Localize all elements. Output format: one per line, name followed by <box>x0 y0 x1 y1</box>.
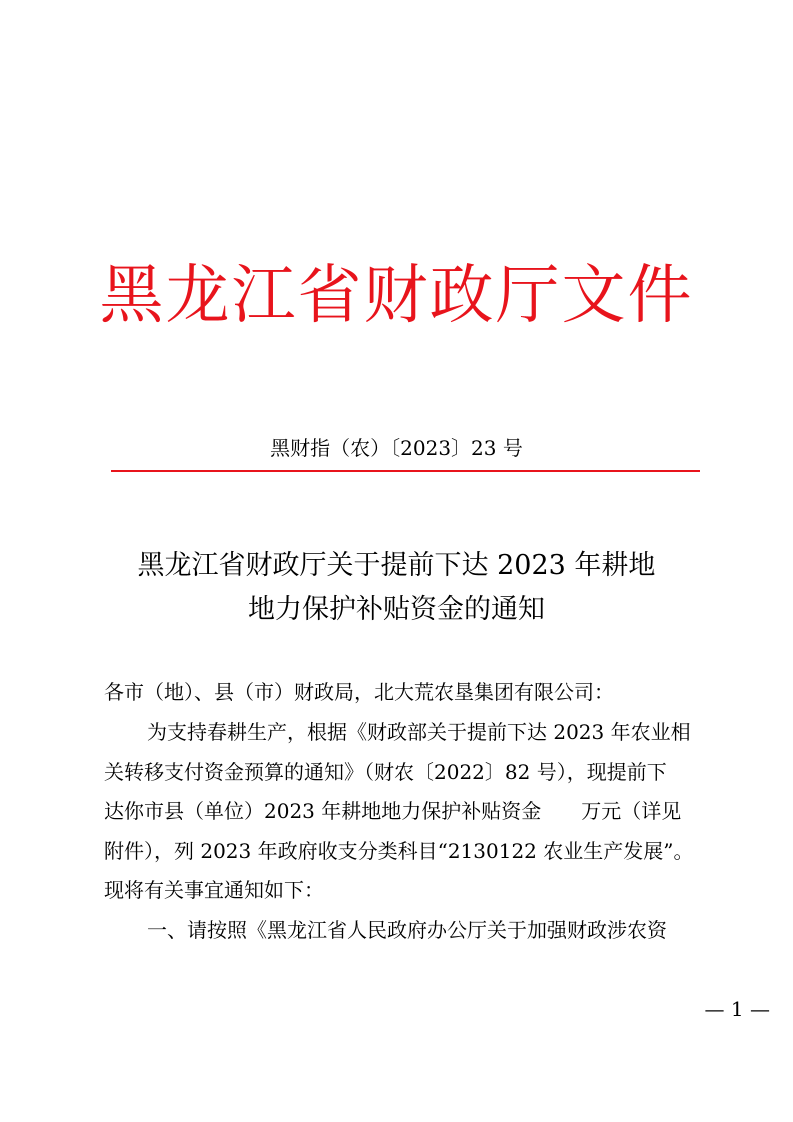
document-masthead: 黑龙江省财政厅文件 <box>99 259 694 333</box>
page-number: — 1 — <box>704 997 770 1021</box>
body-line-6: 一、请按照《黑龙江省人民政府办公厅关于加强财政涉农资 <box>147 917 667 942</box>
document-title <box>0 544 793 632</box>
body-line-4: 附件），列 2023 年政府收支分类科目“2130122 农业生产发展”。 <box>104 838 694 863</box>
body-line-2: 关转移支付资金预算的通知》（财农〔2022〕82 号），现提前下 <box>104 759 667 784</box>
title-line-1: 黑龙江省财政厅关于提前下达 2023 年耕地 <box>137 550 656 581</box>
title-line-2: 地力保护补贴资金的通知 <box>248 594 545 625</box>
addressee-line: 各市（地）、县（市）财政局，北大荒农垦集团有限公司： <box>104 680 614 704</box>
document-number: 黑财指（农）〔2023〕23 号 <box>270 436 523 460</box>
body-line-1: 为支持春耕生产，根据《财政部关于提前下达 2023 年农业相 <box>147 720 691 744</box>
body-line-3: 达你市县（单位）2023 年耕地地力保护补贴资金 万元（详见 <box>104 799 682 823</box>
red-divider-line <box>111 470 700 472</box>
body-line-5: 现将有关事宜通知如下： <box>104 878 324 902</box>
body-text <box>104 713 704 950</box>
